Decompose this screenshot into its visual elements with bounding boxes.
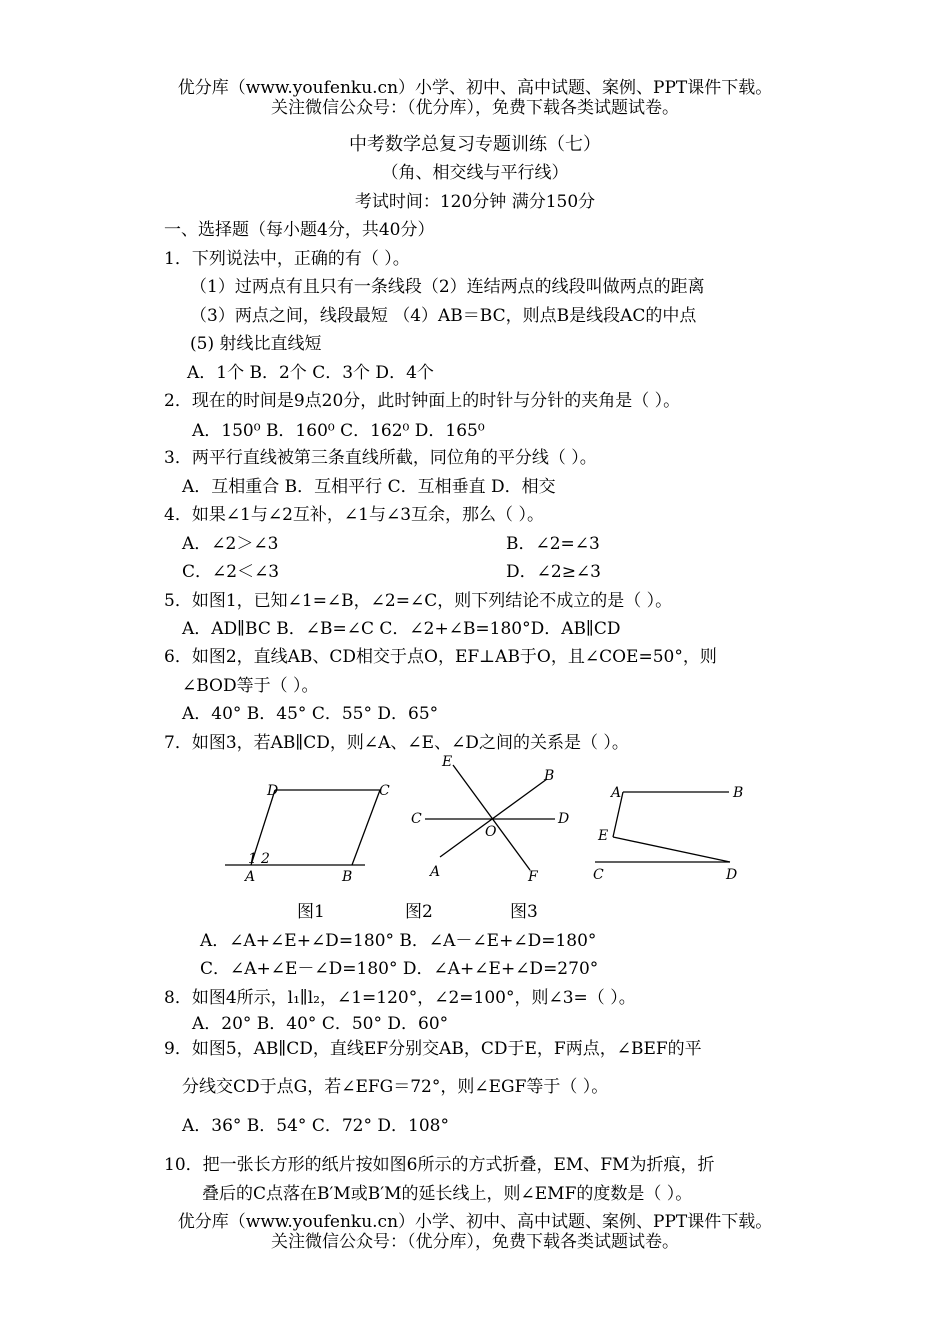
fig3-line-ed: [613, 837, 730, 862]
header-line-2: 关注微信公众号：（优分库），免费下载各类试题试卷。: [271, 98, 679, 118]
q3-stem: 3．两平行直线被第三条直线所截，同位角的平分线（ ）。: [164, 448, 597, 468]
q5-stem: 5．如图1，已知∠1=∠B，∠2=∠C，则下列结论不成立的是（ ）。: [164, 591, 673, 611]
q10-stem: 10．把一张长方形的纸片按如图6所示的方式折叠，EM、FM为折痕，折: [164, 1155, 715, 1175]
fig1-label-c: C: [379, 783, 390, 799]
q1-options: A．1个 B．2个 C．3个 D．4个: [187, 363, 434, 383]
q6-options: A．40° B．45° C．55° D．65°: [182, 704, 439, 724]
fig1-caption: 图1: [297, 902, 325, 922]
fig1-label-a: A: [245, 869, 256, 885]
fig2-line-ab: [440, 779, 547, 857]
fig3-label-b: B: [733, 785, 744, 801]
fig1-label-d: D: [267, 783, 279, 799]
figures-group: [215, 752, 755, 887]
fig2-label-b: B: [544, 768, 555, 784]
q1-statement-1: （1）过两点有且只有一条线段（2）连结两点的线段叫做两点的距离: [190, 277, 705, 297]
fig1-label-1: 1: [248, 851, 257, 867]
q4-option-a: A．∠2＞∠3: [182, 534, 279, 554]
fig3-label-d: D: [726, 867, 738, 883]
page-subtitle: （角、相交线与平行线）: [381, 163, 569, 183]
fig2-label-e: E: [442, 754, 453, 770]
section-heading: 一、选择题（每小题4分，共40分）: [164, 220, 435, 240]
q3-options: A．互相重合 B．互相平行 C．互相垂直 D．相交: [182, 477, 556, 497]
q1-statement-3: (5) 射线比直线短: [190, 334, 322, 354]
q7-stem: 7．如图3，若AB∥CD，则∠A、∠E、∠D之间的关系是（ ）。: [164, 733, 629, 753]
fig1-line-cb: [352, 790, 380, 865]
q7-options-row-1: A．∠A+∠E+∠D=180° B．∠A－∠E+∠D=180°: [200, 931, 597, 951]
fig2-label-o: O: [485, 824, 497, 840]
fig2-line-ef: [453, 765, 530, 870]
q1-statement-2: （3）两点之间，线段最短 （4）AB＝BC，则点B是线段AC的中点: [190, 306, 697, 326]
fig3-label-c: C: [593, 867, 604, 883]
header-line-1: 优分库（www.youfenku.cn）小学、初中、高中试题、案例、PPT课件下载。: [177, 78, 773, 98]
fig2-label-c: C: [411, 811, 422, 827]
q4-option-c: C．∠2＜∠3: [182, 562, 280, 582]
q9-stem: 9．如图5，AB∥CD，直线EF分别交AB，CD于E，F两点，∠BEF的平: [164, 1039, 702, 1059]
fig2-label-f: F: [528, 869, 538, 885]
fig3-label-a: A: [611, 785, 622, 801]
q10-stem-continued: 叠后的C点落在B′M或B′M的延长线上，则∠EMF的度数是（ ）。: [202, 1184, 693, 1204]
page-title: 中考数学总复习专题训练（七）: [349, 134, 601, 155]
fig3-label-e: E: [598, 828, 609, 844]
footer-line-2: 关注微信公众号：（优分库），免费下载各类试题试卷。: [271, 1232, 679, 1252]
q5-options: A．AD∥BC B．∠B=∠C C．∠2+∠B=180°D．AB∥CD: [182, 619, 621, 639]
footer-line-1: 优分库（www.youfenku.cn）小学、初中、高中试题、案例、PPT课件下载。: [177, 1212, 773, 1232]
q6-stem: 6．如图2，直线AB、CD相交于点O，EF⊥AB于O，且∠COE=50°，则: [164, 647, 717, 667]
fig2-label-d: D: [558, 811, 570, 827]
q8-stem: 8．如图4所示，l₁∥l₂，∠1=120°，∠2=100°，则∠3=（ ）。: [164, 988, 636, 1008]
exam-info: 考试时间：120分钟 满分150分: [354, 192, 596, 212]
q2-stem: 2．现在的时间是9点20分，此时钟面上的时针与分针的夹角是（ ）。: [164, 391, 681, 411]
fig1-label-b: B: [342, 869, 353, 885]
q1-stem: 1．下列说法中，正确的有（ ）。: [164, 249, 410, 269]
q9-stem-continued: 分线交CD于点G，若∠EFG＝72°，则∠EGF等于（ ）。: [182, 1077, 609, 1097]
q4-option-b: B．∠2=∠3: [506, 534, 600, 554]
q4-stem: 4．如果∠1与∠2互补，∠1与∠3互余，那么（ ）。: [164, 505, 544, 525]
q9-options: A．36° B．54° C．72° D．108°: [182, 1116, 449, 1136]
q7-options-row-2: C．∠A+∠E－∠D=180° D．∠A+∠E+∠D=270°: [200, 959, 599, 979]
q2-options: A．150⁰ B．160⁰ C．162⁰ D．165⁰: [192, 421, 485, 441]
fig2-label-a: A: [430, 864, 441, 880]
fig1-label-2: 2: [261, 851, 270, 867]
q8-options: A．20° B．40° C．50° D．60°: [192, 1014, 449, 1034]
q4-option-d: D．∠2≥∠3: [506, 562, 601, 582]
fig2-caption: 图2: [405, 902, 433, 922]
q6-stem-continued: ∠BOD等于（ ）。: [182, 676, 319, 696]
fig3-caption: 图3: [510, 902, 538, 922]
